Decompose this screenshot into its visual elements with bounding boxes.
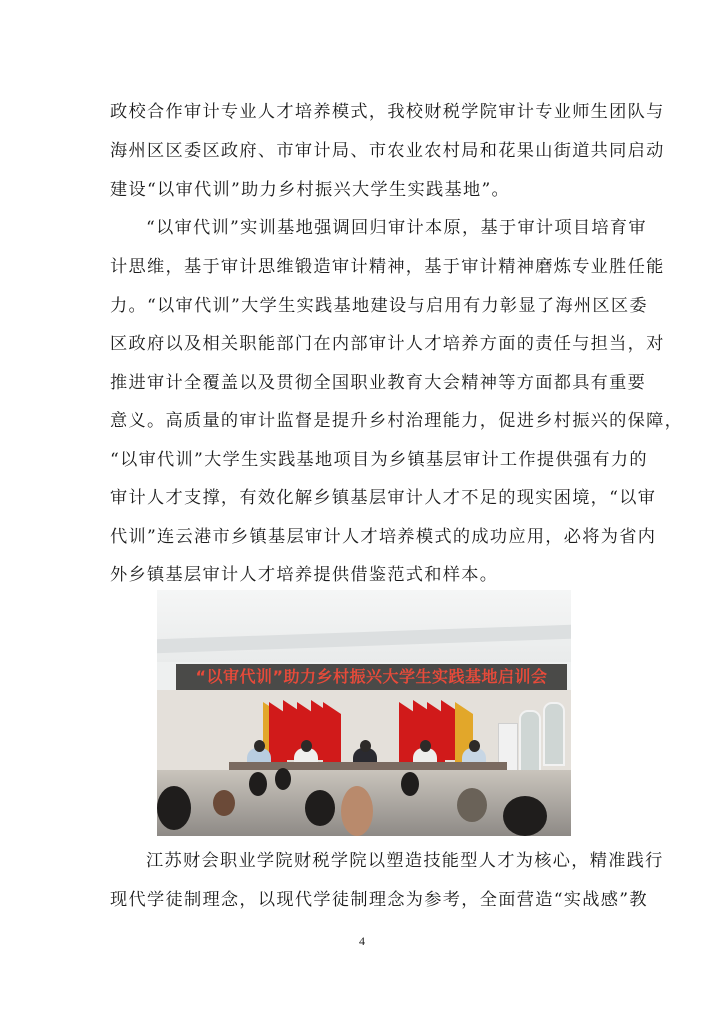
text-line: 力。“以审代训”大学生实践基地建设与启用有力彰显了海州区区委 [110, 296, 648, 316]
presider-head [254, 740, 265, 752]
meeting-photo [157, 590, 571, 836]
text-line: 推进审计全覆盖以及贯彻全国职业教育大会精神等方面都具有重要 [110, 373, 647, 393]
text-line: 江苏财会职业学院财税学院以塑造技能型人才为核心，精准践行 [146, 851, 664, 871]
text-line: “以审代训”实训基地强调回归审计本原，基于审计项目培育审 [146, 218, 647, 238]
audience-head [213, 790, 235, 816]
led-banner: “以审代训”助力乡村振兴大学生实践基地启训会 [176, 664, 567, 690]
presider-head [360, 740, 371, 752]
audience-head [341, 786, 373, 836]
presider-head [469, 740, 480, 752]
text-line: 代训”连云港市乡镇基层审计人才培养模式的成功应用，必将为省内 [110, 527, 657, 547]
audience-head [157, 786, 191, 830]
text-line: 审计人才支撑，有效化解乡镇基层审计人才不足的现实困境，“以审 [110, 488, 657, 508]
presider-head [420, 740, 431, 752]
audience-head [457, 788, 487, 822]
text-line: 外乡镇基层审计人才培养提供借鉴范式和样本。 [110, 565, 499, 585]
window [519, 710, 541, 774]
text-line: 政校合作审计专业人才培养模式，我校财税学院审计专业师生团队与 [110, 102, 665, 122]
audience-head [503, 796, 547, 836]
text-line: 现代学徒制理念，以现代学徒制理念为参考，全面营造“实战感”教 [110, 890, 648, 910]
text-line: 海州区区委区政府、市审计局、市农业农村局和花果山街道共同启动 [110, 141, 665, 161]
audience-head [401, 772, 419, 796]
text-line: 意义。高质量的审计监督是提升乡村治理能力，促进乡村振兴的保障， [110, 411, 684, 431]
audience-head [305, 790, 335, 826]
text-line: 建设“以审代训”助力乡村振兴大学生实践基地”。 [110, 180, 511, 200]
audience-head [249, 772, 267, 796]
audience-head [275, 768, 291, 790]
text-line: “以审代训”大学生实践基地项目为乡镇基层审计工作提供强有力的 [110, 450, 648, 470]
presider-head [301, 740, 312, 752]
page-number: 4 [359, 934, 365, 948]
text-line: 区政府以及相关职能部门在内部审计人才培养方面的责任与担当，对 [110, 334, 665, 354]
text-line: 计思维，基于审计思维锻造审计精神，基于审计精神磨炼专业胜任能 [110, 257, 665, 277]
window [543, 702, 565, 766]
